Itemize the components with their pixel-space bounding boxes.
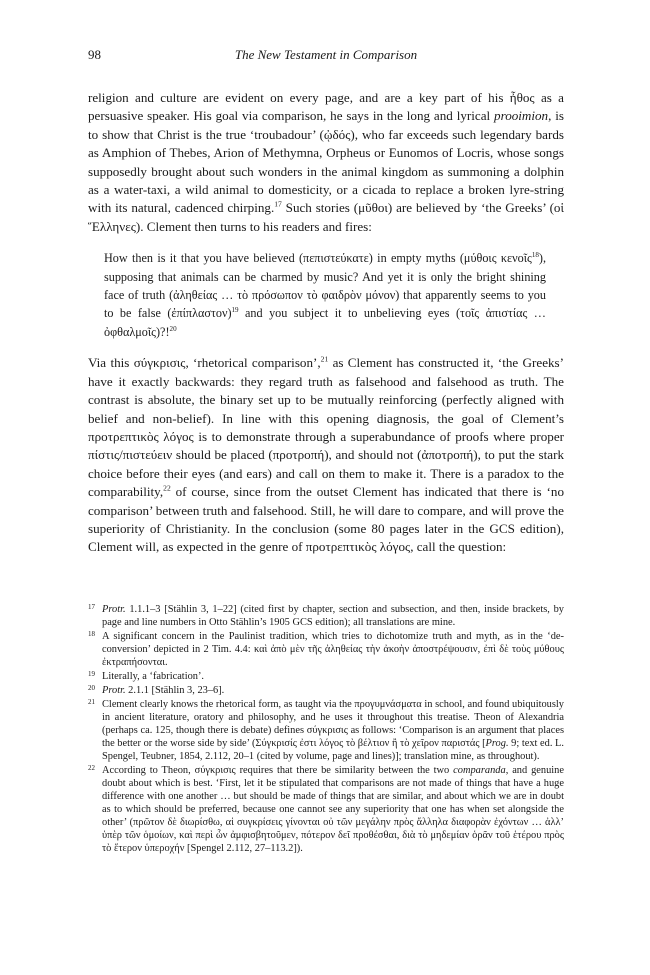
body-paragraph-2: Via this σύγκρισις, ‘rhetorical comparison’,$^{21}$ as Clement has constructed it, ‘the Greeks’ have it exactly backwards: they regard truth as falsehood and falsehood as truth. The contrast is absolute, the binary set up to be mutually reinforcing (perfectly aligned with belief and non-belief). In line with this opening diagnosis, the goal of Clement’s προτρεπτικὸς λόγος is to demonstrate through a superabundance of proofs where proper πίστις/πιστεύειν should be placed (προτροπή), and should not (ἀποτροπή), to put the stark choice before their eyes (and ears) and call on them to make it. There is a paradox to the comparability,$^{22}$ of course, since from the outset Clement has indicated that there is ‘no comparison’ between truth and falsehood. Still, he will dare to compare, and will prove the superiority of Christianity. In the conclusion (some 80 pages later in the GCS edition), Clement will, as expected in the genre of προτρεπτικὸς λόγος, call the question:: [88, 354, 565, 555]
italic-term: prooimion: [494, 108, 549, 124]
footnote-20: 20 Protr. 2.1.1 [Stählin 3, 23–6].: [88, 684, 225, 696]
footnote-ref-22[interactable]: 22: [163, 483, 171, 493]
footnote-21: 21 Clement clearly knows the rhetorical form, as taught via the προγυμνάσματα in school, and found ubiquitously in ancient literature, oratory and philosophy, and he uses it throughout this treatise. Theon of Alexandria (perhaps ca. 125, though there is debate) defines σύγκρισις as follows: ‘Comparison is an argument that places the better or the worse side by side’ (Σύγκρισίς ἐστι λόγος τὸ βέλτιον ἢ τὸ χεῖρον παριστάς [Prog. 9; text ed. L. Spengel, Teubner, 1854, 2.112, 20–1 (cited by volume, page and lines)]; translation mine, as throughout).: [88, 698, 565, 762]
running-title: The New Testament in Comparison: [234, 47, 418, 62]
body-paragraph-1: religion and culture are evident on every page, and are a key part of his ἦθος as a persuasive speaker. His goal via comparison, he says in the long and lyrical prooimion, is to show that Christ is the true ‘troubadour’ (ᾠδός), who far exceeds such legendary bards as Amphion of Thebes, Arion of Methymna, Orpheus or Eunomos of Locris, whose songs supposedly brought about such wonders in the animal kingdom as summoning a dolphin as a water-taxi, a wild animal to domesticity, or a cicada to replace a broken lyre-string with its natural, cadenced chirping.$^{17}$ Such stories (μῦθοι) are believed by ‘the Greeks’ (οἱ Ἕλληνες). Clement then turns to his readers and fires:: [88, 90, 564, 234]
footnote-ref-20[interactable]: 20: [169, 324, 177, 333]
page-header: [88, 47, 564, 65]
footnote-17: 17 Protr. 1.1.1–3 [Stählin 3, 1–22] (cited first by chapter, section and subsection, and then, inside brackets, by page and line numbers in Otto Stählin’s 1905 GCS edition); all translations are mine.: [88, 603, 564, 628]
footnote-19: 19 Literally, a ‘fabrication’.: [88, 670, 205, 682]
footnotes: [88, 603, 564, 856]
footnote-ref-19[interactable]: 19: [231, 306, 239, 315]
footnote-18: 18 A significant concern in the Paulinist tradition, which tries to dichotomize truth and myth, as in the ‘de-conversion’ depicted in 2 Tim. 4.4: καὶ ἀπὸ μὲν τῆς ἀληθείας τὴν ἀκοὴν ἀποστρέψουσιν, ἐπὶ δὲ τοὺς μύθους ἐκτραπήσονται.: [88, 630, 564, 668]
footnote-22: 22 According to Theon, σύγκρισις requires that there be similarity between the two comparanda, and genuine doubt about which is best. ‘First, let it be stipulated that comparisons are not made of things that have a huge difference with one another … but should be made of things that are similar, and about which we are in doubt as to which should be preferred, because one cannot see any superiority that one has when set alongside the other’ (πρῶτον δὲ διωρίσθω, αἱ συγκρίσεις γίνονται οὐ τῶν μεγάλην πρὸς ἄλληλα διαφορὰν ἐχόντων … ἀλλ’ ὑπὲρ τῶν ὁμοίων, καὶ περὶ ὧν ἀμφισβητοῦμεν, πότερον δεῖ προθέσθαι, διὰ τὸ μηδεμίαν ὁρᾶν τοῦ ἑτέρου πρὸς τὸ ἕτερον ὑπεροχήν [Spengel 2.112, 27–113.2]).: [88, 764, 564, 854]
footnote-ref-18[interactable]: 18: [531, 251, 539, 260]
page-number: 98: [88, 47, 101, 62]
footnote-ref-17[interactable]: 17: [274, 200, 282, 210]
footnote-ref-21[interactable]: 21: [320, 354, 329, 364]
block-quote: How then is it that you have believed (πεπιστεύκατε) in empty myths (μύθοις κενοῖς$^{18}$), supposing that animals can be charmed by music? And yet it is only the bright shining face of truth (ἀληθείας … τὸ πρόσωπον τὸ φαιδρὸν μόνον) that apparently seems to you to be false (ἐπίπλαστον)$^{19}$ and you subject it to unbelieving eyes (τοῖς ἀπιστίας … ὀφθαλμοῖς)?!$^{20}$: [104, 251, 546, 339]
main-text: [88, 89, 564, 557]
